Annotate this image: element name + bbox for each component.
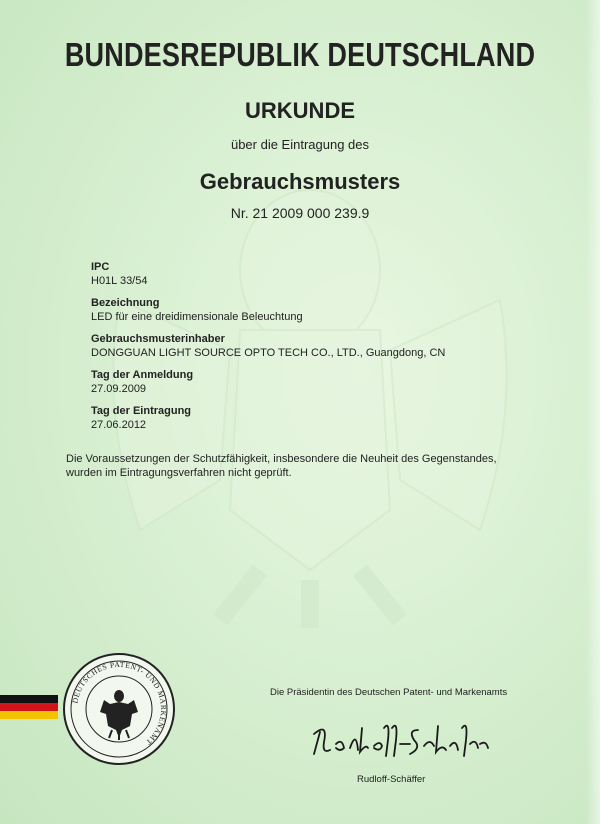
presidency-line: Die Präsidentin des Deutschen Patent- und Markenamts bbox=[270, 687, 508, 698]
registration-number: Nr. 21 2009 000 239.9 bbox=[230, 205, 370, 221]
field-value: 27.09.2009 bbox=[91, 383, 147, 395]
field-label: Tag der Eintragung bbox=[91, 405, 192, 417]
field-value: LED für eine dreidimensionale Beleuchtung bbox=[91, 311, 303, 323]
field-anmeldung bbox=[91, 368, 531, 396]
field-ipc bbox=[91, 260, 531, 288]
document-subtitle: über die Eintragung des bbox=[230, 137, 370, 152]
registration-kind: Gebrauchsmusters bbox=[199, 169, 401, 194]
field-value: H01L 33/54 bbox=[91, 275, 148, 287]
handwritten-signature bbox=[300, 720, 490, 762]
official-seal-icon bbox=[62, 652, 176, 766]
german-flag-stripe bbox=[0, 695, 58, 719]
field-label: Gebrauchsmusterinhaber bbox=[91, 333, 225, 345]
field-eintragung bbox=[91, 404, 531, 432]
registration-fields bbox=[91, 260, 531, 440]
signer-name: Rudloff-Schäffer bbox=[357, 774, 426, 785]
document-title: URKUNDE bbox=[245, 98, 355, 123]
flag-black-band bbox=[0, 695, 58, 703]
flag-red-band bbox=[0, 703, 58, 711]
seal-text: DEUTSCHES PATENT- UND MARKENAMT bbox=[70, 659, 169, 748]
field-value: 27.06.2012 bbox=[91, 419, 147, 431]
field-bezeichnung bbox=[91, 296, 531, 324]
field-inhaber bbox=[91, 332, 531, 360]
field-label: IPC bbox=[91, 261, 110, 273]
field-label: Bezeichnung bbox=[91, 297, 160, 309]
disclaimer-note: Die Voraussetzungen der Schutzfähigkeit, insbesondere die Neuheit des Gegenstandes, wurden im Eintragungsverfahren nicht geprüft. bbox=[66, 453, 497, 479]
country-heading: BUNDESREPUBLIK DEUTSCHLAND bbox=[64, 36, 536, 73]
flag-gold-band bbox=[0, 711, 58, 719]
field-label: Tag der Anmeldung bbox=[91, 369, 194, 381]
field-value: DONGGUAN LIGHT SOURCE OPTO TECH CO., LTD., Guangdong, CN bbox=[91, 347, 446, 359]
